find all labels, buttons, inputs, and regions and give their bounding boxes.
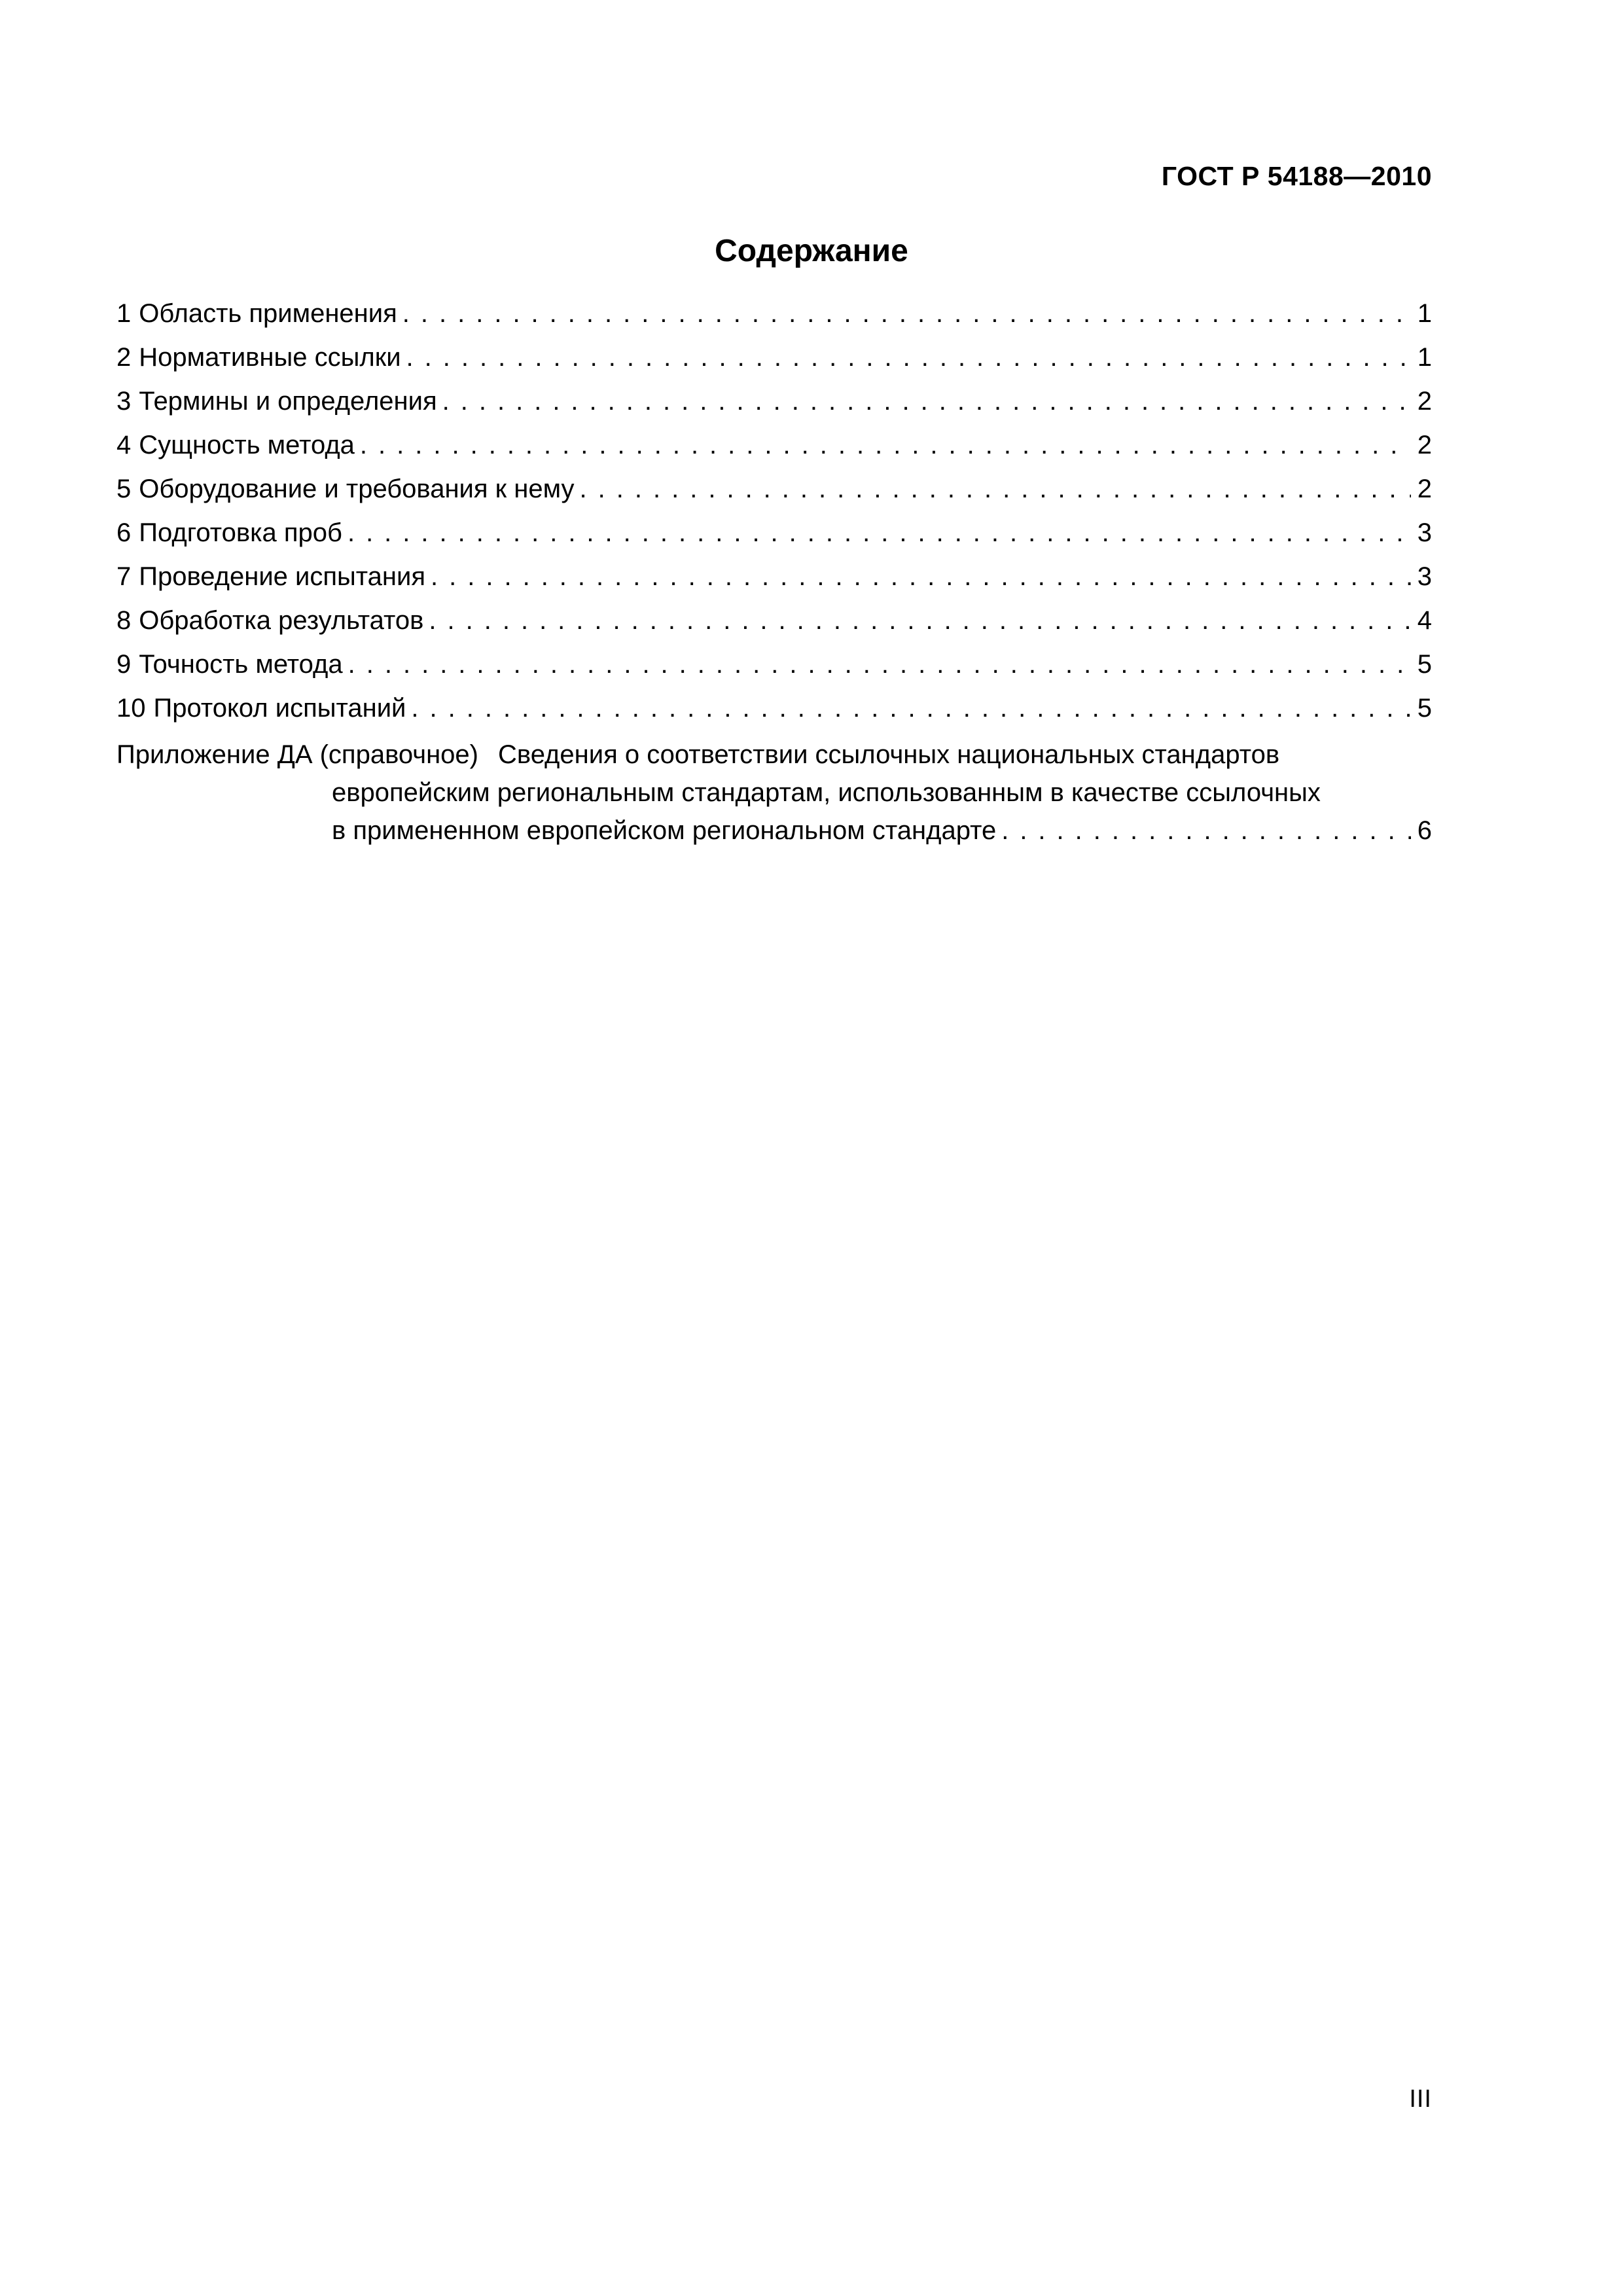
toc-entry[interactable] xyxy=(116,298,1432,342)
toc-entry-title: Проведение испытания xyxy=(139,562,426,591)
table-of-contents xyxy=(116,298,1432,853)
toc-leader-dots xyxy=(431,561,1411,592)
toc-entry-page: 2 xyxy=(1417,431,1432,459)
toc-entry-page: 1 xyxy=(1417,343,1432,372)
toc-entry-number: 4 xyxy=(116,431,132,459)
toc-leader-dots xyxy=(402,298,1411,329)
toc-entry-number: 1 xyxy=(116,299,132,328)
toc-leader-dots xyxy=(580,473,1411,505)
toc-entry-page: 3 xyxy=(1417,562,1432,591)
toc-appendix-entry[interactable] xyxy=(116,739,1432,853)
toc-entry-number: 8 xyxy=(116,606,132,635)
toc-entry[interactable] xyxy=(116,517,1432,561)
toc-entry-title: Термины и определения xyxy=(139,387,437,416)
toc-entry-page: 1 xyxy=(1417,299,1432,328)
toc-leader-dots xyxy=(348,517,1411,548)
toc-entry-page: 2 xyxy=(1417,387,1432,416)
toc-entry[interactable] xyxy=(116,561,1432,605)
document-code: ГОСТ Р 54188—2010 xyxy=(1161,161,1432,191)
toc-entry-page: 5 xyxy=(1417,650,1432,679)
toc-entry[interactable] xyxy=(116,605,1432,649)
toc-entry-title: Подготовка проб xyxy=(139,518,342,547)
toc-entry[interactable] xyxy=(116,649,1432,692)
appendix-title-line-2: европейским региональным стандартам, использованным в качестве ссылочных xyxy=(332,778,1321,807)
toc-entry-title: Нормативные ссылки xyxy=(139,343,401,372)
toc-entry-title: Сущность метода xyxy=(139,431,355,459)
toc-leader-dots xyxy=(348,649,1411,680)
appendix-title-line-3: в примененном европейском региональном стандарте xyxy=(332,816,997,845)
toc-entry-number: 6 xyxy=(116,518,132,547)
toc-entry-number: 10 xyxy=(116,694,146,723)
toc-entry-title: Область применения xyxy=(139,299,397,328)
toc-entry[interactable] xyxy=(116,692,1432,736)
toc-entry-title: Протокол испытаний xyxy=(153,694,406,723)
toc-entry-number: 2 xyxy=(116,343,132,372)
appendix-line-3 xyxy=(116,815,1432,853)
toc-leader-dots xyxy=(360,429,1411,461)
toc-entry[interactable] xyxy=(116,429,1432,473)
toc-entry-number: 3 xyxy=(116,387,132,416)
toc-entry-page: 5 xyxy=(1417,694,1432,723)
toc-entry-page: 2 xyxy=(1417,475,1432,503)
appendix-page: 6 xyxy=(1417,816,1432,845)
toc-entry-title: Обработка результатов xyxy=(139,606,424,635)
toc-entry-title: Точность метода xyxy=(139,650,343,679)
toc-entry[interactable] xyxy=(116,473,1432,517)
toc-leader-dots xyxy=(406,342,1411,373)
page-number: III xyxy=(1409,2085,1432,2113)
toc-entry-title: Оборудование и требования к нему xyxy=(139,475,575,503)
toc-entry-number: 9 xyxy=(116,650,132,679)
appendix-line-2 xyxy=(116,777,1432,815)
toc-leader-dots xyxy=(429,605,1410,636)
toc-entry-number: 5 xyxy=(116,475,132,503)
toc-entry-number: 7 xyxy=(116,562,132,591)
toc-leader-dots xyxy=(442,386,1411,417)
toc-leader-dots xyxy=(1001,815,1411,846)
toc-entry-page: 3 xyxy=(1417,518,1432,547)
toc-leader-dots xyxy=(411,692,1410,724)
toc-entry-page: 4 xyxy=(1417,606,1432,635)
toc-entry[interactable] xyxy=(116,386,1432,429)
appendix-line-1 xyxy=(116,739,1432,777)
toc-entry[interactable] xyxy=(116,342,1432,386)
appendix-label: Приложение ДА (справочное) xyxy=(116,740,478,769)
appendix-title-line-1: Сведения о соответствии ссылочных национальных стандартов xyxy=(498,740,1280,769)
page-title: Содержание xyxy=(715,234,908,268)
